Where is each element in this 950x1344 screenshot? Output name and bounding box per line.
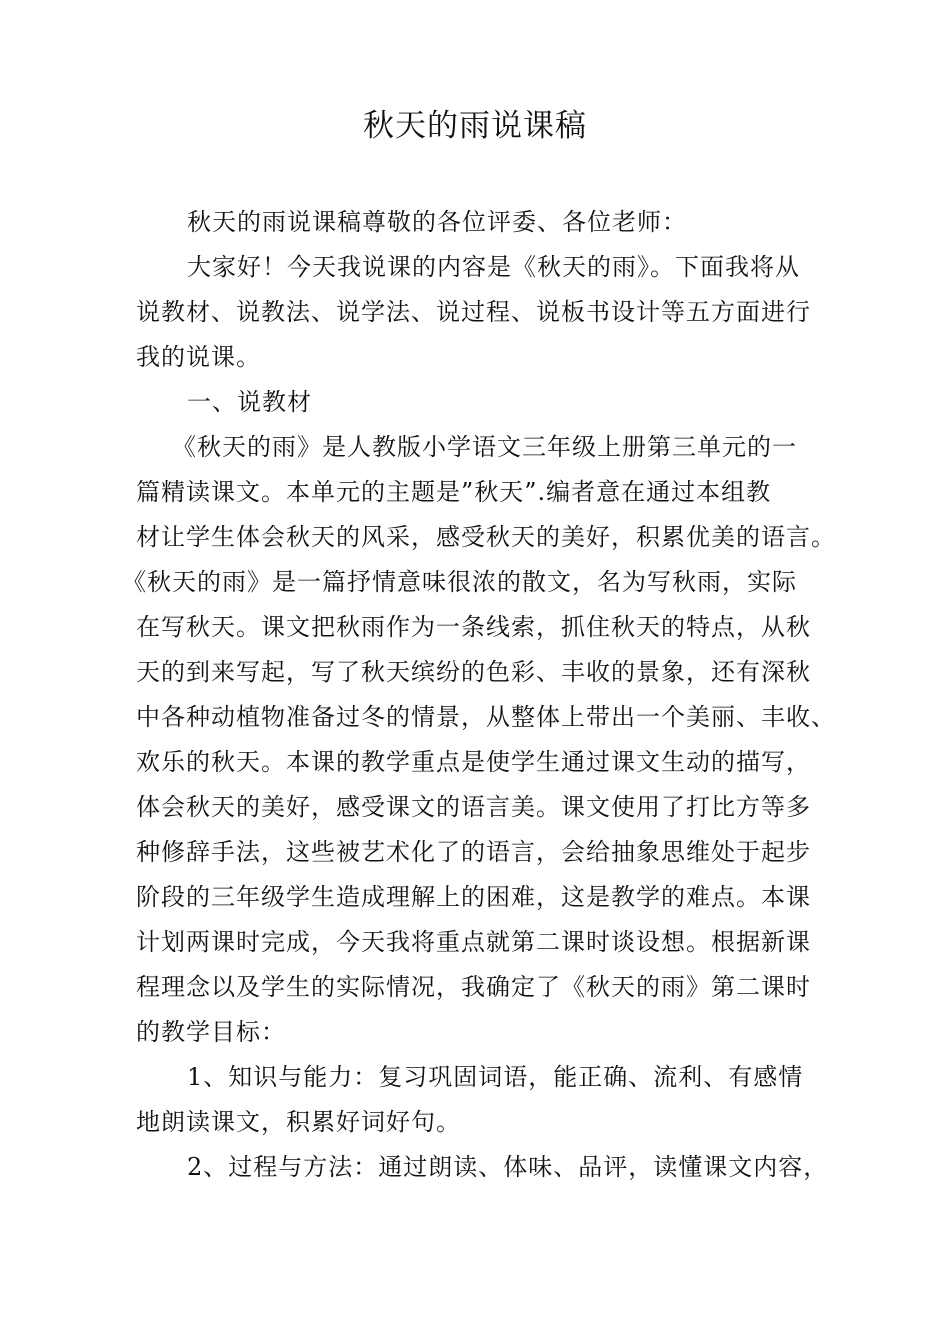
text-line: 程理念以及学生的实际情况，我确定了《秋天的雨》第二课时	[136, 973, 811, 1001]
text-line: 欢乐的秋天。本课的教学重点是使学生通过课文生动的描写，	[136, 748, 811, 776]
text-line: 地朗读课文，积累好词好句。	[136, 1108, 461, 1136]
document-title: 秋天的雨说课稿	[363, 108, 587, 144]
text-line: 阶段的三年级学生造成理解上的困难，这是教学的难点。本课	[136, 883, 811, 911]
text-line: 在写秋天。课文把秋雨作为一条线索，抓住秋天的特点，从秋	[136, 613, 811, 641]
text-line: 《秋天的雨》是人教版小学语文三年级上册第三单元的一	[172, 433, 797, 461]
text-line: 《秋天的雨》是一篇抒情意味很浓的散文，名为写秋雨，实际	[122, 568, 797, 596]
text-line: 体会秋天的美好，感受课文的语言美。课文使用了打比方等多	[136, 793, 811, 821]
text-line: 大家好！今天我说课的内容是《秋天的雨》。下面我将从	[187, 253, 800, 281]
text-line: 的教学目标：	[136, 1018, 286, 1046]
text-line: 1、知识与能力：复习巩固词语，能正确、流利、有感情	[187, 1063, 804, 1091]
text-line: 篇精读课文。本单元的主题是”秋天”.编者意在通过本组教	[136, 478, 772, 506]
text-line: 材让学生体会秋天的风采，感受秋天的美好，积累优美的语言。	[136, 523, 836, 551]
text-line: 说教材、说教法、说学法、说过程、说板书设计等五方面进行	[136, 298, 811, 326]
section-heading: 一、说教材	[187, 388, 312, 416]
text-line: 计划两课时完成，今天我将重点就第二课时谈设想。根据新课	[136, 928, 811, 956]
text-line: 秋天的雨说课稿尊敬的各位评委、各位老师：	[187, 208, 687, 236]
text-line: 我的说课。	[136, 343, 261, 371]
text-line: 天的到来写起，写了秋天缤纷的色彩、丰收的景象，还有深秋	[136, 658, 811, 686]
text-line: 种修辞手法，这些被艺术化了的语言，会给抽象思维处于起步	[136, 838, 811, 866]
text-line: 2、过程与方法：通过朗读、体味、品评，读懂课文内容，	[187, 1153, 829, 1181]
text-line: 中各种动植物准备过冬的情景，从整体上带出一个美丽、丰收、	[136, 703, 836, 731]
